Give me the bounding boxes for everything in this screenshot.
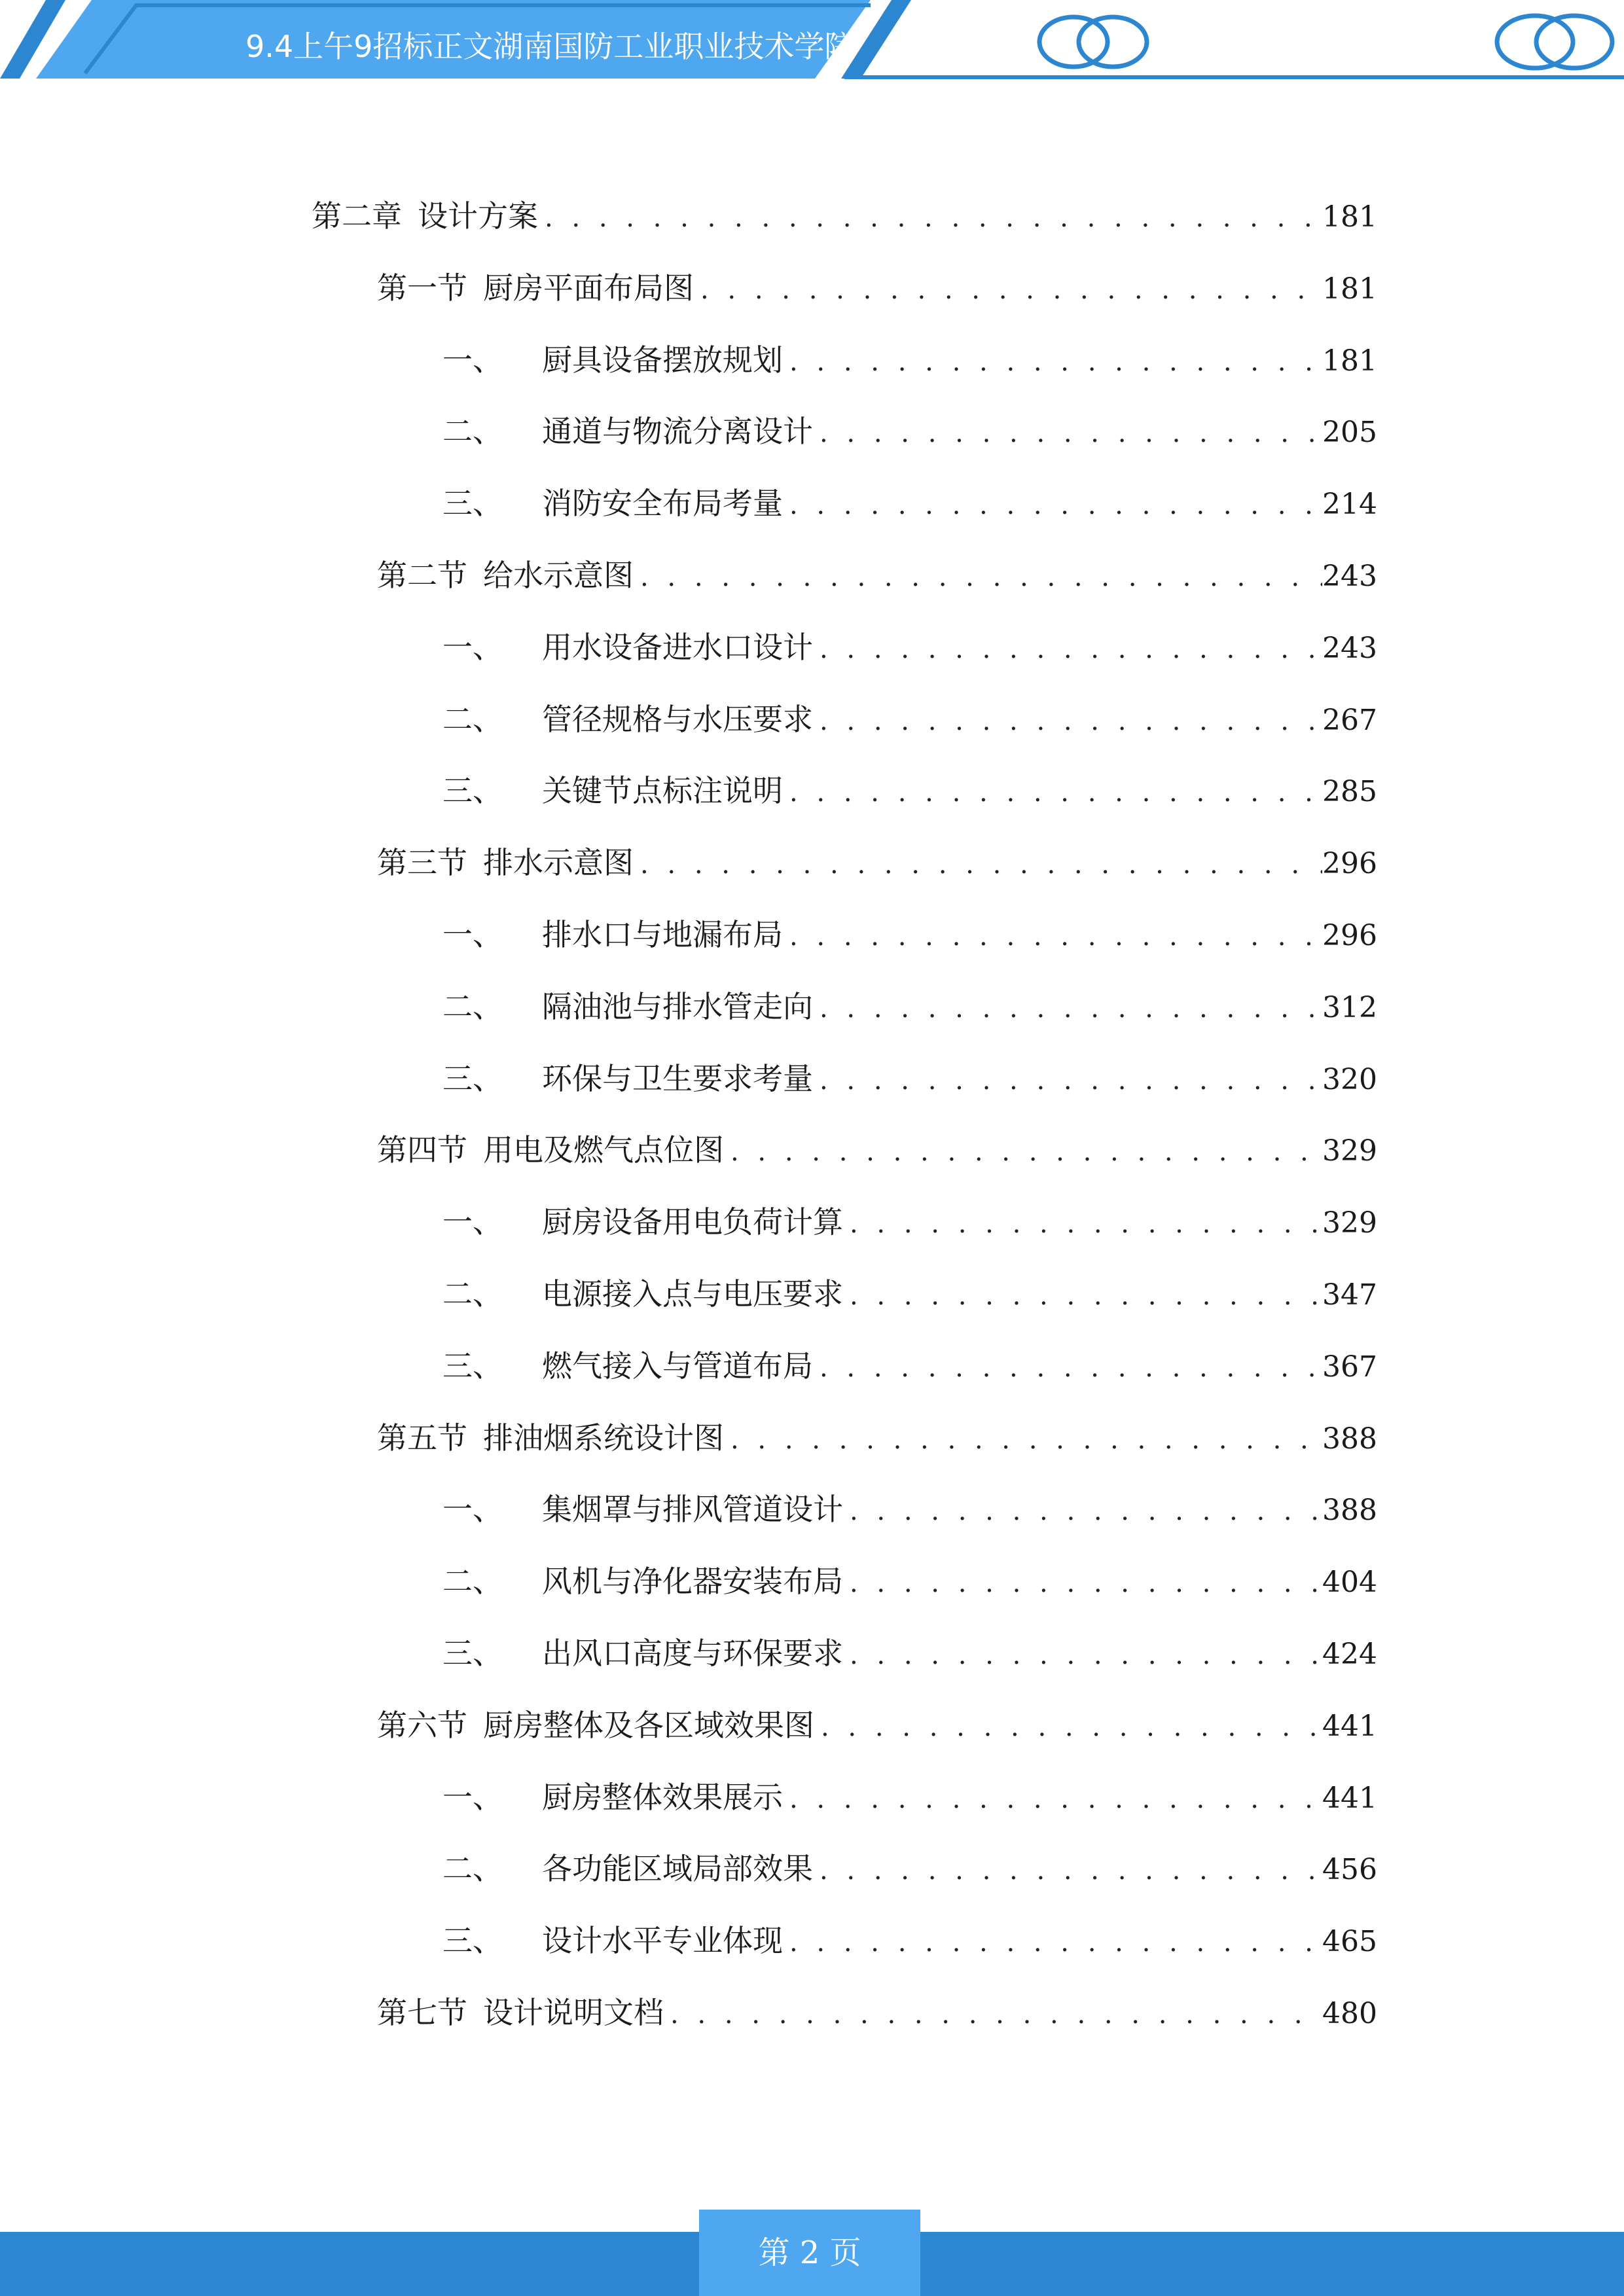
toc-entry-prefix: 二、 [442,1564,503,1599]
toc-entry-label [377,1702,821,1748]
toc-entry-page: 367 [1322,1350,1377,1384]
toc-entry-title: 消防安全布局考量 [542,486,783,521]
toc-entry-title: 集烟罩与排风管道设计 [542,1492,843,1527]
toc-leader-dots [789,482,1322,528]
toc-entry-title: 设计水平专业体现 [542,1923,783,1958]
toc-leader-dots [789,914,1322,960]
toc-entry-title: 电源接入点与电压要求 [542,1276,843,1312]
toc-leader-dots [789,339,1322,385]
toc-entry[interactable] [442,1486,1375,1532]
toc-entry-prefix: 三、 [442,1923,503,1958]
toc-entry-prefix: 第七节 [377,1995,467,2030]
toc-leader-dots [789,1920,1322,1965]
toc-entry-prefix: 第一节 [377,270,467,306]
toc-entry-title: 排水口与地漏布局 [542,917,783,952]
toc-entry-prefix: 第二章 [312,198,402,234]
header-title: 9.4上午9招标正文湖南国防工业职业技术学院 [245,29,855,64]
toc-entry-label [442,1846,820,1892]
toc-entry-prefix: 第三节 [377,845,467,880]
page-number: 第 2 页 [699,2210,920,2296]
toc-entry-page: 465 [1322,1925,1377,1958]
toc-entry-label [377,1990,670,2036]
toc-entry-prefix: 一、 [442,917,503,952]
toc-entry-page: 404 [1322,1566,1377,1599]
toc-entry-title: 出风口高度与环保要求 [542,1636,843,1671]
toc-entry-prefix: 三、 [442,1348,503,1384]
toc-entry-title: 管径规格与水压要求 [542,702,813,737]
toc-entry-label [442,1271,850,1317]
toc-entry[interactable] [442,696,1375,742]
toc-leader-dots [731,1417,1322,1463]
toc-entry-label [442,1558,850,1604]
toc-entry-title: 排水示意图 [483,845,634,880]
toc-entry-title: 环保与卫生要求考量 [542,1061,813,1096]
rings-logo-left [1039,17,1147,67]
toc-entry-label [442,1630,850,1676]
toc-leader-dots [850,1488,1322,1534]
toc-entry-prefix: 二、 [442,1276,503,1312]
toc-entry-label [312,193,545,239]
toc-entry-label [442,696,820,742]
toc-entry[interactable] [442,984,1375,1030]
toc-entry-prefix: 一、 [442,630,503,665]
toc-entry[interactable] [442,1056,1375,1102]
toc-entry-prefix: 一、 [442,1780,503,1815]
toc-entry-page: 480 [1322,1997,1377,2030]
toc-entry-label [442,480,789,526]
toc-entry-label [442,1918,789,1964]
toc-leader-dots [820,1848,1322,1893]
toc-entry-title: 排油烟系统设计图 [483,1420,724,1456]
toc-entry-label [442,984,820,1030]
toc-entry-prefix: 二、 [442,1851,503,1886]
toc-entry[interactable] [377,265,1375,311]
toc-entry-page: 441 [1322,1782,1377,1815]
toc-entry-title: 通道与物流分离设计 [542,414,813,449]
toc-entry-prefix: 一、 [442,342,503,378]
toc-entry-label [442,1056,820,1102]
toc-entry-label [377,552,640,598]
toc-entry-prefix: 三、 [442,486,503,521]
toc-entry[interactable] [442,1774,1375,1820]
toc-entry[interactable] [442,337,1375,383]
toc-entry[interactable] [442,912,1375,958]
toc-leader-dots [789,770,1322,816]
toc-entry-label [442,337,789,383]
toc-entry-label [377,265,700,311]
toc-entry-page: 267 [1322,704,1377,737]
toc-entry-page: 243 [1322,632,1377,665]
toc-entry[interactable] [442,408,1375,454]
toc-entry-page: 181 [1322,272,1377,306]
toc-entry[interactable] [377,840,1375,886]
toc-entry-prefix: 第五节 [377,1420,467,1456]
toc-entry-page: 388 [1322,1494,1377,1527]
toc-entry[interactable] [312,193,1375,239]
toc-entry[interactable] [377,1990,1375,2036]
toc-entry[interactable] [377,552,1375,598]
toc-entry-prefix: 二、 [442,414,503,449]
toc-entry-page: 243 [1322,560,1377,593]
toc-entry[interactable] [442,768,1375,814]
toc-entry-label [442,408,820,454]
toc-entry-label [377,1127,731,1173]
toc-leader-dots [820,626,1322,672]
toc-entry-prefix: 二、 [442,989,503,1024]
toc-leader-dots [640,554,1322,600]
toc-entry[interactable] [377,1702,1375,1748]
toc-entry[interactable] [442,1846,1375,1892]
toc-entry-title: 燃气接入与管道布局 [542,1348,813,1384]
toc-leader-dots [820,1345,1322,1391]
toc-entry[interactable] [442,1630,1375,1676]
page-header [0,0,1624,85]
toc-entry[interactable] [442,1343,1375,1389]
toc-entry[interactable] [377,1415,1375,1461]
toc-entry-prefix: 一、 [442,1204,503,1240]
toc-entry-prefix: 第四节 [377,1132,467,1168]
toc-entry-title: 隔油池与排水管走向 [542,989,813,1024]
toc-entry-prefix: 三、 [442,1636,503,1671]
rings-logo-right [1497,16,1612,68]
toc-entry-title: 风机与净化器安装布局 [542,1564,843,1599]
toc-entry-page: 181 [1322,200,1377,234]
toc-entry-page: 296 [1322,919,1377,952]
toc-entry-page: 296 [1322,847,1377,880]
toc-entry-prefix: 三、 [442,1061,503,1096]
toc-entry-page: 424 [1322,1638,1377,1671]
toc-entry-label [442,1486,850,1532]
toc-entry-label [442,624,820,670]
toc-entry-label [442,1343,820,1389]
toc-entry-page: 441 [1322,1710,1377,1743]
toc-leader-dots [545,195,1322,241]
toc-entry-page: 285 [1322,775,1377,808]
toc-entry-page: 456 [1322,1853,1377,1886]
toc-entry-prefix: 第二节 [377,558,467,593]
toc-entry-page: 329 [1322,1134,1377,1168]
toc-entry-label [442,912,789,958]
toc-entry-title: 厨具设备摆放规划 [542,342,783,378]
toc-entry-page: 312 [1322,991,1377,1024]
toc-entry-title: 设计说明文档 [483,1995,664,2030]
toc-leader-dots [700,267,1322,313]
toc-leader-dots [850,1560,1322,1606]
toc-entry[interactable] [442,1271,1375,1317]
toc-entry-prefix: 三、 [442,773,503,808]
toc-entry-title: 厨房整体及各区域效果图 [483,1708,814,1743]
toc-entry-title: 用水设备进水口设计 [542,630,813,665]
toc-leader-dots [670,1992,1322,2037]
toc-leader-dots [820,410,1322,456]
toc-entry-page: 347 [1322,1278,1377,1312]
toc-entry-label [442,768,789,814]
toc-entry-title: 各功能区域局部效果 [542,1851,813,1886]
toc-entry-page: 329 [1322,1206,1377,1240]
toc-entry-title: 厨房平面布局图 [483,270,694,306]
toc-entry-title: 厨房整体效果展示 [542,1780,783,1815]
toc-entry-label [377,840,640,886]
toc-entry-title: 设计方案 [418,198,538,234]
toc-entry-title: 给水示意图 [483,558,634,593]
toc-leader-dots [820,698,1322,744]
toc-entry-prefix: 一、 [442,1492,503,1527]
toc-entry-page: 214 [1322,488,1377,521]
toc-entry[interactable] [442,1199,1375,1245]
toc-leader-dots [820,1058,1322,1103]
toc-entry-page: 205 [1322,416,1377,449]
toc-leader-dots [789,1776,1322,1822]
toc-entry-prefix: 第六节 [377,1708,467,1743]
toc-entry-label [442,1199,850,1245]
toc-entry-title: 厨房设备用电负荷计算 [542,1204,843,1240]
toc-entry-page: 388 [1322,1422,1377,1456]
toc-entry[interactable] [442,1918,1375,1964]
toc-leader-dots [731,1129,1322,1175]
toc-entry-label [377,1415,731,1461]
toc-entry-label [442,1774,789,1820]
toc-leader-dots [640,842,1322,888]
toc-leader-dots [821,1704,1322,1750]
toc-entry[interactable] [442,1558,1375,1604]
toc-entry[interactable] [442,480,1375,526]
toc-entry-prefix: 二、 [442,702,503,737]
toc-entry[interactable] [377,1127,1375,1173]
toc-leader-dots [850,1632,1322,1678]
toc-entry-title: 关键节点标注说明 [542,773,783,808]
toc-entry-title: 用电及燃气点位图 [483,1132,724,1168]
toc-leader-dots [820,986,1322,1031]
toc-entry-page: 181 [1322,344,1377,378]
toc-leader-dots [850,1201,1322,1247]
toc-leader-dots [850,1273,1322,1319]
toc-entry-page: 320 [1322,1063,1377,1096]
toc-entry[interactable] [442,624,1375,670]
